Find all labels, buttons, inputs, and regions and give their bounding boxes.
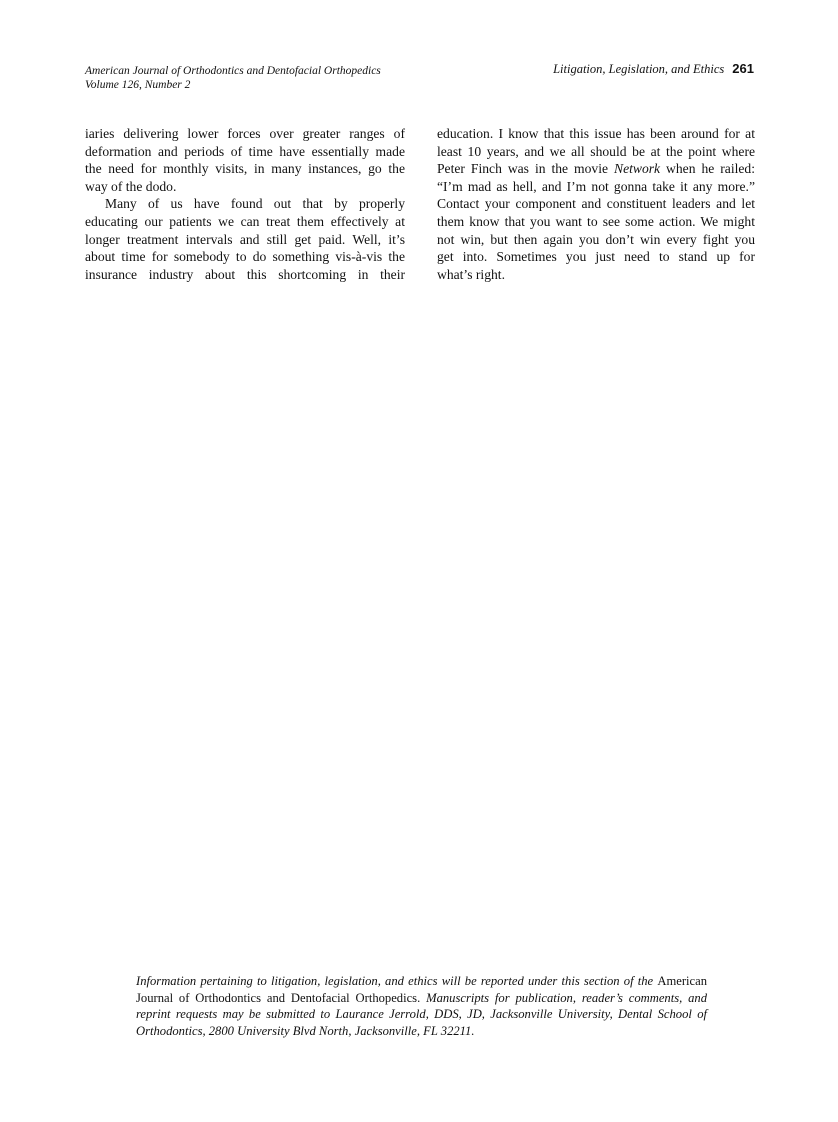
text-run: when he railed: <box>660 161 755 177</box>
text-line: the need for monthly visits, in many instances, go the <box>85 161 405 177</box>
text-line: what’s right. <box>437 266 505 282</box>
text-line: not win, but then again you don’t win every fight you <box>437 231 755 247</box>
journal-title: American Journal of Orthodontics and Dentofacial Orthopedics <box>85 65 381 77</box>
text-run: Peter Finch was in the movie <box>437 161 615 177</box>
text-line: least 10 years, and we all should be at the point where <box>437 143 755 159</box>
section-title: Litigation, Legislation, and Ethics <box>553 62 725 76</box>
quote-line: “I’m mad as hell, and I’m not gonna take it any more.” <box>437 178 755 194</box>
text-run: Information pertaining to litigation, legislation, and ethics will be reported under this section of the <box>136 974 658 988</box>
text-line: Contact your component and constituent leaders and let <box>437 196 755 212</box>
footnote-line: Orthodontics, 2800 University Blvd North, Jacksonville, FL 32211. <box>136 1024 475 1039</box>
text-line: educating our patients we can treat them effectively at <box>85 213 405 229</box>
text-run: Journal of Orthodontics and Dentofacial Orthopedics. <box>136 990 427 1005</box>
left-column <box>85 125 405 283</box>
text-line: longer treatment intervals and still get paid. Well, it’s <box>85 231 405 247</box>
text-run: American <box>657 974 707 988</box>
text-line: way of the dodo. <box>85 178 177 194</box>
footnote-line <box>136 973 707 990</box>
text-run: Manuscripts for publication, reader’s comments, and <box>426 990 708 1005</box>
running-header-right <box>553 62 754 76</box>
text-line: education. I know that this issue has been around for at <box>437 126 755 141</box>
text-line <box>437 160 755 178</box>
text-line: get into. Sometimes you just need to stand up for <box>437 249 755 265</box>
text-line: Many of us have found out that by properly <box>105 196 405 212</box>
footnote-line <box>136 990 707 1007</box>
text-line: iaries delivering lower forces over greater ranges of <box>85 126 405 141</box>
page-number: 261 <box>732 61 754 76</box>
text-line: deformation and periods of time have essentially made <box>85 143 405 159</box>
footnote-line: reprint requests may be submitted to Laurance Jerrold, DDS, JD, Jacksonville University, Dental School of <box>136 1007 707 1022</box>
running-header-left <box>85 64 381 92</box>
text-line: about time for somebody to do something vis-à-vis the <box>85 249 405 265</box>
text-line: them know that you want to see some action. We might <box>437 213 755 229</box>
right-column <box>437 125 755 283</box>
movie-title: Network <box>614 161 661 177</box>
section-footnote <box>136 973 707 1040</box>
text-line: insurance industry about this shortcoming in their <box>85 266 405 282</box>
volume-number: Volume 126, Number 2 <box>85 79 191 91</box>
